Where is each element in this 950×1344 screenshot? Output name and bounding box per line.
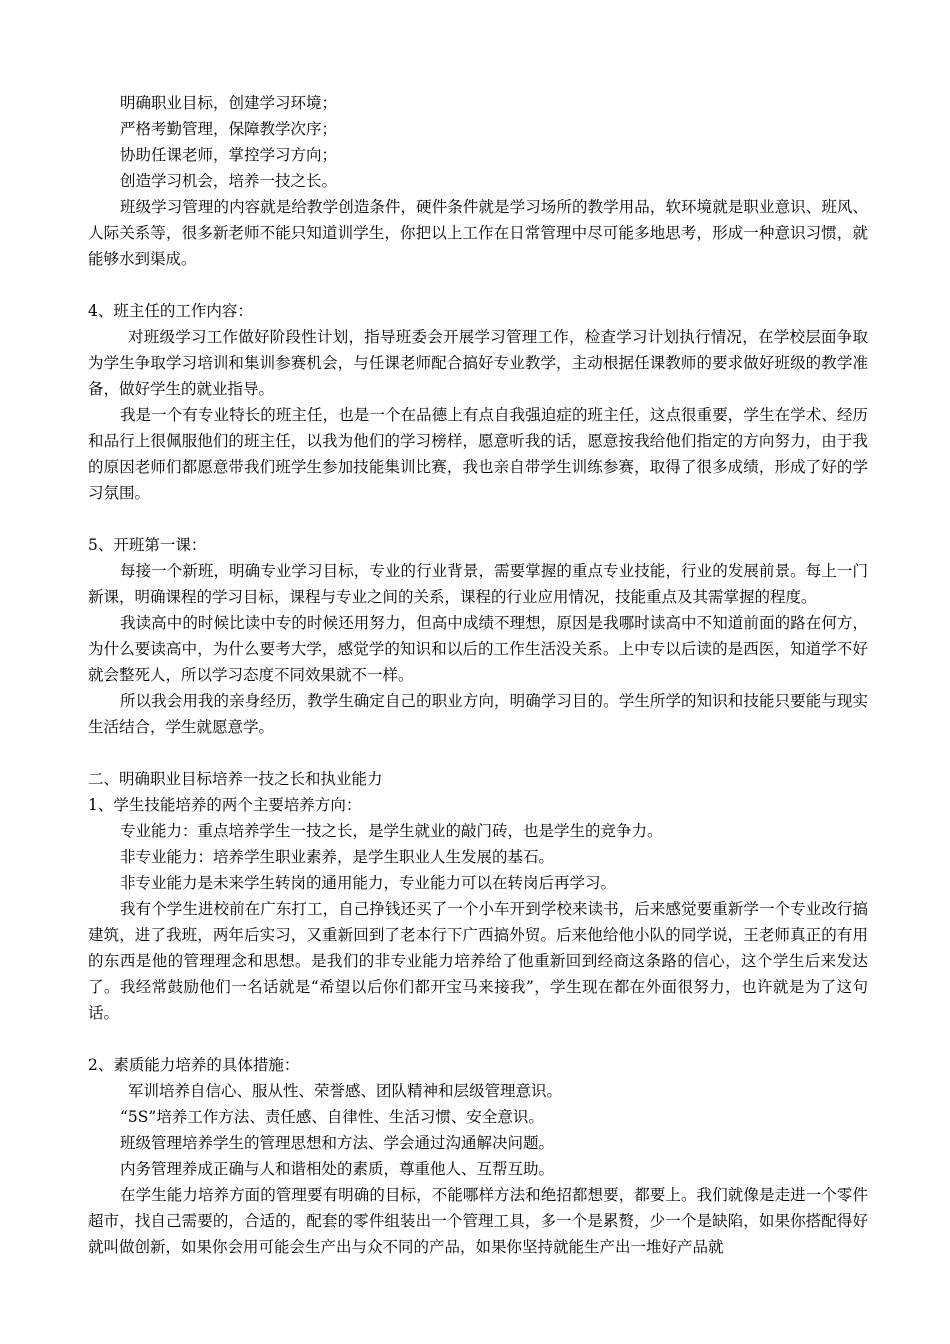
paragraph-story: 我有个学生进校前在广东打工，自己挣钱还买了一个小车开到学校来读书，后来感觉要重新学一个专业改行搞建筑，进了我班，两年后实习，又重新回到了老本行下广西搞外贸。后来他给他小队的同学说，王老师真正的有用的东西是他的管理理念和思想。是我们的非专业能力培养给了他重新回到经商这条路的信心，这个学生后来发达了。我经常鼓励他们一名话就是“希望以后你们都开宝马来接我”，学生现在都在外面很努力，也许就是为了这句话。 xyxy=(88,900,868,1022)
document-page xyxy=(88,90,868,1260)
heading-5: 5、开班第一课： xyxy=(88,536,207,554)
skill-item: 专业能力：重点培养学生一技之长，是学生就业的敲门砖，也是学生的竞争力。 xyxy=(120,822,663,840)
goal-item: 明确职业目标，创建学习环境； xyxy=(120,94,338,112)
spacer xyxy=(88,740,868,766)
spacer xyxy=(88,1026,868,1052)
paragraph-4a: 对班级学习工作做好阶段性计划，指导班委会开展学习管理工作，检查学习计划执行情况，在学校层面争取为学生争取学习培训和集训参赛机会，与任课老师配合搞好专业教学，主动根据任课教师的要求做好班级的教学准备，做好学生的就业指导。 xyxy=(88,328,868,398)
spacer xyxy=(88,506,868,532)
heading-4: 4、班主任的工作内容： xyxy=(88,302,253,320)
goal-item: 严格考勤管理，保障教学次序； xyxy=(120,120,338,138)
heading-section-two: 二、明确职业目标培养一技之长和执业能力 xyxy=(88,770,383,788)
paragraph-class-management: 班级学习管理的内容就是给教学创造条件，硬件条件就是学习场所的教学用品，软环境就是职业意识、班风、人际关系等，很多新老师不能只知道训学生，你把以上工作在日常管理中尽可能多地思考，形成一种意识习惯，就能够水到渠成。 xyxy=(88,198,868,268)
skill-item: 非专业能力是未来学生转岗的通用能力，专业能力可以在转岗后再学习。 xyxy=(120,874,617,892)
heading-two-1: 1、学生技能培养的两个主要培养方向： xyxy=(88,796,362,814)
heading-two-2: 2、素质能力培养的具体措施： xyxy=(88,1056,300,1074)
paragraph-5c: 所以我会用我的亲身经历，教学生确定自己的职业方向，明确学习目的。学生所学的知识和技能只要能与现实生活结合，学生就愿意学。 xyxy=(88,692,868,736)
goal-item: 创造学习机会，培养一技之长。 xyxy=(120,172,338,190)
measure-item: 班级管理培养学生的管理思想和方法、学会通过沟通解决问题。 xyxy=(120,1134,555,1152)
paragraph-4b: 我是一个有专业特长的班主任，也是一个在品德上有点自我强迫症的班主任，这点很重要，学生在学术、经历和品行上很佩服他们的班主任，以我为他们的学习榜样，愿意听我的话，愿意按我给他们指定的方向努力，由于我的原因老师们都愿意带我们班学生参加技能集训比赛，我也亲自带学生训练参赛，取得了很多成绩，形成了好的学习氛围。 xyxy=(88,406,868,502)
skill-item: 非专业能力：培养学生职业素养，是学生职业人生发展的基石。 xyxy=(120,848,555,866)
spacer xyxy=(88,272,868,298)
goal-item: 协助任课老师，掌控学习方向； xyxy=(120,146,338,164)
measure-item: 军训培养自信心、服从性、荣誉感、团队精神和层级管理意识。 xyxy=(128,1082,563,1100)
measure-item: 内务管理养成正确与人和谐相处的素质，尊重他人、互帮互助。 xyxy=(120,1160,555,1178)
paragraph-5b: 我读高中的时候比读中专的时候还用努力，但高中成绩不理想，原因是我哪时读高中不知道前面的路在何方，为什么要读高中，为什么要考大学，感觉学的知识和以后的工作生活没关系。上中专以后读的是西医，知道学不好就会整死人，所以学习态度不同效果就不一样。 xyxy=(88,614,868,684)
paragraph-5a: 每接一个新班，明确专业学习目标，专业的行业背景，需要掌握的重点专业技能，行业的发展前景。每上一门新课，明确课程的学习目标，课程与专业之间的关系，课程的行业应用情况，技能重点及其需掌握的程度。 xyxy=(88,562,868,606)
paragraph-final: 在学生能力培养方面的管理要有明确的目标，不能哪样方法和绝招都想要，都要上。我们就像是走进一个零件超市，找自己需要的，合适的，配套的零件组装出一个管理工具，多一个是累赘，少一个是缺陷，如果你搭配得好就叫做创新，如果你会用可能会生产出与众不同的产品，如果你坚持就能生产出一堆好产品就 xyxy=(88,1186,868,1256)
measure-item: “5S”培养工作方法、责任感、自律性、生活习惯、安全意识。 xyxy=(120,1108,544,1126)
